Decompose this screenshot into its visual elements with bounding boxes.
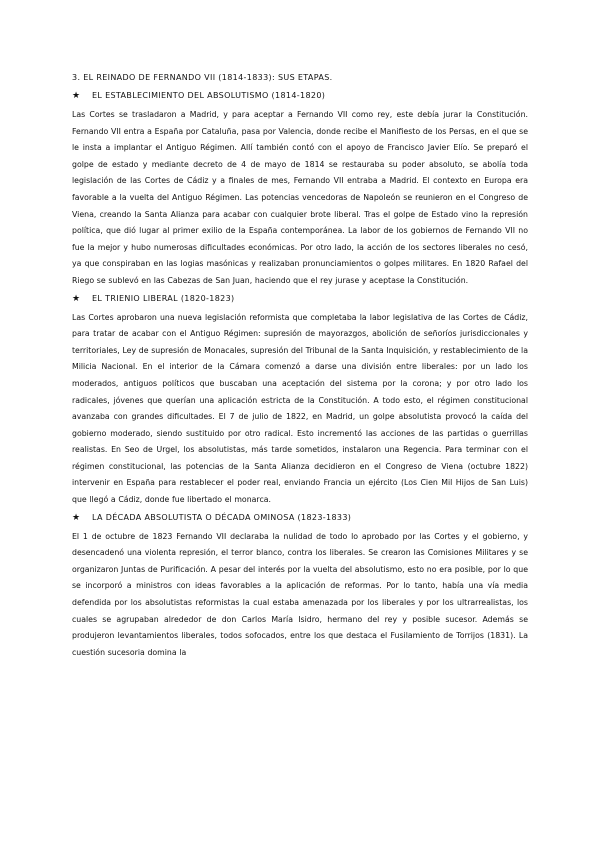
star-bullet-icon: ★ (72, 91, 81, 101)
section-heading-text: EL ESTABLECIMIENTO DEL ABSOLUTISMO (1814-1820) (92, 91, 326, 100)
document-title: 3. EL REINADO DE FERNANDO VII (1814-1833): SUS ETAPAS. (72, 73, 333, 82)
section-heading-decada-ominosa (72, 512, 528, 524)
star-bullet-icon: ★ (72, 512, 81, 523)
section-paragraph-trienio: Las Cortes aprobaron una nueva legislación reformista que completaba la labor legislativa de las Cortes de Cádiz, para tratar de acabar con el Antiguo Régimen: supresión de mayorazgos, abolición de señoríos jurisdiccionales y territoriales, Ley de supresión de Monacales, supresión del Tribunal de la Santa Inquisición, y restablecimiento de la Milicia Nacional. En el interior de la Cámara comenzó a darse una división entre liberales: por un lado los moderados, antiguos políticos que buscaban una aceptación del sistema por la corona; y por otro lado los radicales, jóvenes que querían una aplicación estricta de la Constitución. A todo esto, el régimen constitucional avanzaba con grandes dificultades. El 7 de julio de 1822, en Madrid, un golpe absolutista provocó la caída del gobierno moderado, siendo sustituido por otro radical. Esto incrementó las acciones de las partidas o guerrillas realistas. En Seo de Urgel, los absolutistas, más tarde sometidos, instalaron una Regencia. Para terminar con el régimen constitucional, las potencias de la Santa Alianza decidieron en el Congreso de Viena (octubre 1822) intervenir en España para restablecer el poder real, enviando Francia un ejército (Los Cien Mil Hijos de San Luis) que llegó a Cádiz, donde fue libertado el monarca. (72, 312, 528, 505)
section-heading-text: EL TRIENIO LIBERAL (1820-1823) (92, 293, 235, 303)
section-paragraph-absolutismo: Las Cortes se trasladaron a Madrid, y para aceptar a Fernando VII como rey, este debía jurar la Constitución. Fernando VII entra a España por Cataluña, pasa por Valencia, donde recibe el Manifiesto de los Persas, en el que se le insta a implantar el Antiguo Régimen. Allí también contó con el apoyo de Francisco Javier Elío. Se preparó el golpe de estado y mediante decreto de 4 de mayo de 1814 se restauraba su poder absoluto, se abolía toda legislación de las Cortes de Cádiz y a finales de mes, Fernando VII entraba a Madrid. El contexto en Europa era favorable a la vuelta del Antiguo Régimen. Las potencias vencedoras de Napoleón se reunieron en el Congreso de Viena, creando la Santa Alianza para acabar con cualquier brote liberal. Tras el golpe de Estado vino la represión política, que dió lugar al primer exilio de la España contemporánea. La labor de los gobiernos de Fernando VII no fue la mejor y hubo numerosas dificultades económicas. Por otro lado, la acción de los sectores liberales no cesó, ya que conspiraban en las logias masónicas y realizaban pronunciamientos o golpes militares. En 1820 Rafael del Riego se sublevó en las Cabezas de San Juan, haciendo que el rey jurase y aceptase la Constitución. (72, 110, 528, 285)
section-heading-absolutismo (72, 90, 528, 102)
star-bullet-icon: ★ (72, 293, 81, 304)
section-heading-text: LA DÉCADA ABSOLUTISTA O DÉCADA OMINOSA (1823-1833) (92, 512, 352, 522)
section-paragraph-decada-ominosa: El 1 de octubre de 1823 Fernando VII declaraba la nulidad de todo lo aprobado por las Cortes y el gobierno, y desencadenó una violenta represión, el terror blanco, contra los liberales. Se crearon las Comisiones Militares y se organizaron Juntas de Purificación. A pesar del interés por la vuelta del absolutismo, esto no era posible, por lo que se incorporó a ministros con ideas favorables a la aplicación de reformas. Por lo tanto, había una vía media defendida por los absolutistas reformistas la cual estaba amenazada por los liberales y por los ultrarrealistas, los cuales se agrupaban alrededor de don Carlos María Isidro, hermano del rey y posible sucesor. Además se produjeron levantamientos liberales, todos sofocados, entre los que destaca el Fusilamiento de Torrijos (1831). La cuestión sucesoria domina la (72, 531, 528, 657)
document-page (72, 72, 528, 664)
section-heading-trienio (72, 293, 528, 305)
